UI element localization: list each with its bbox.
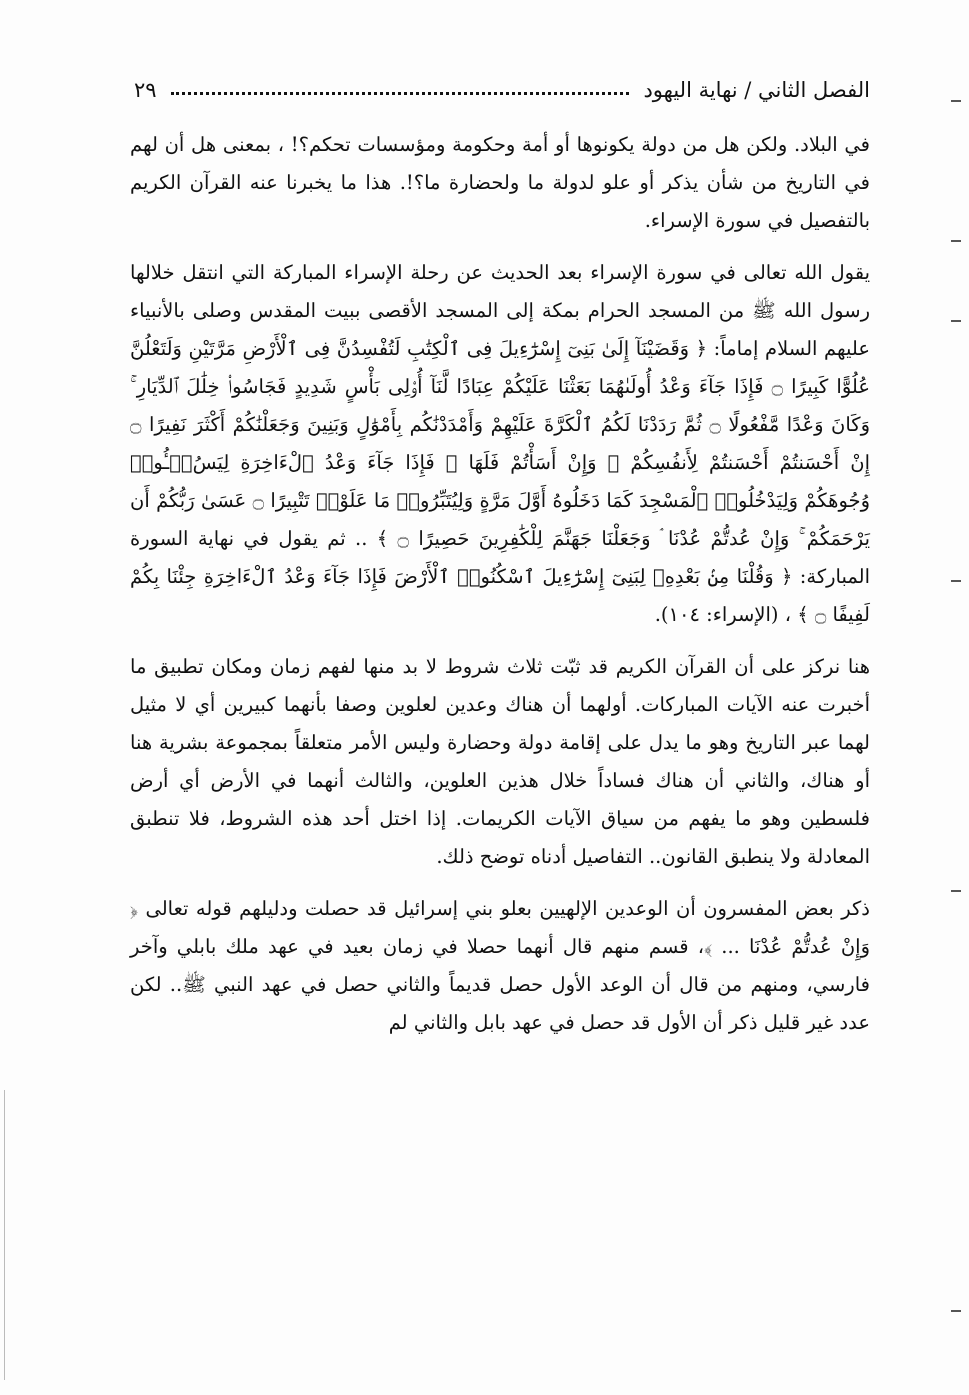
margin-mark [951, 320, 961, 322]
margin-mark [951, 240, 961, 242]
paragraph-1: في البلاد. ولكن هل من دولة يكونوها أو أمة وحكومة ومؤسسات تحكم؟! ، بمعنى هل أن لهم في التاريخ من شأن يذكر أو علو لدولة ما ولحضارة ما؟!. هذا ما يخبرنا عنه القرآن الكريم بالتفصيل في سورة الإسراء. [130, 133, 870, 232]
scan-edge-line [4, 1090, 5, 1380]
running-header [130, 70, 870, 110]
margin-mark [951, 100, 961, 102]
chapter-title: الفصل الثاني / نهاية اليهود [643, 78, 870, 102]
body-text [130, 126, 870, 1056]
margin-mark [951, 580, 961, 582]
paragraph-2: يقول الله تعالى في سورة الإسراء بعد الحديث عن رحلة الإسراء المباركة التي انتقل خلالها رسول الله ﷺ من المسجد الحرام بمكة إلى المسجد الأقصى ببيت المقدس وصلى بالأنبياء عليهم السلام إماماً: ﴿ وَقَضَيْنَآ إِلَىٰ بَنِىٓ إِسْرَٰٓءِيلَ فِى ٱلْكِتَٰبِ لَتُفْسِدُنَّ فِى ٱلْأَرْضِ مَرَّتَيْنِ وَلَتَعْلُنَّ عُلُوًّا كَبِيرًا ۝ فَإِذَا جَآءَ وَعْدُ أُولَىٰهُمَا بَعَثْنَا عَلَيْكُمْ عِبَادًا لَّنَآ أُو۟لِى بَأْسٍ شَدِيدٍ فَجَاسُوا۟ خِلَٰلَ ٱلدِّيَارِ ۚ وَكَانَ وَعْدًا مَّفْعُولًا ۝ ثُمَّ رَدَدْنَا لَكُمُ ٱلْكَرَّةَ عَلَيْهِمْ وَأَمْدَدْنَٰكُم بِأَمْوَٰلٍ وَبَنِينَ وَجَعَلْنَٰكُمْ أَكْثَرَ نَفِيرًا ۝ إِنْ أَحْسَنتُمْ أَحْسَنتُمْ لِأَنفُسِكُمْ ۖ وَإِنْ أَسَأْتُمْ فَلَهَا ۚ فَإِذَا جَآءَ وَعْدُ ٱلْءَاخِرَةِ لِيَسُۥٓـُٔوا۟ وُجُوهَكُمْ وَلِيَدْخُلُوا۟ ٱلْمَسْجِدَ كَمَا دَخَلُوهُ أَوَّلَ مَرَّةٍ وَلِيُتَبِّرُوا۟ مَا عَلَوْا۟ تَتْبِيرًا ۝ عَسَىٰ رَبُّكُمْ أَن يَرْحَمَكُمْ ۚ وَإِنْ عُدتُّمْ عُدْنَا ۘ وَجَعَلْنَا جَهَنَّمَ لِلْكَٰفِرِينَ حَصِيرًا ۝ ﴾ .. ثم يقول في نهاية السورة المباركة: ﴿ وَقُلْنَا مِنۢ بَعْدِهِۦ لِبَنِىٓ إِسْرَٰٓءِيلَ ٱسْكُنُوا۟ ٱلْأَرْضَ فَإِذَا جَآءَ وَعْدُ ٱلْءَاخِرَةِ جِئْنَا بِكُمْ لَفِيفًا ۝ ﴾ ، (الإسراء: ١٠٤). [130, 261, 870, 626]
dotted-leader [171, 92, 630, 95]
paragraph-3: هنا نركز على أن القرآن الكريم قد ثبّت ثلاث شروط لا بد منها لفهم زمان ومكان تطبيق ما أخبرت عنه الآيات المباركات. أولهما أن هناك وعدين لعلوين وصفا بأنهما كبيرين أي لا مثيل لهما عبر التاريخ وهو ما يدل على إقامة دولة وحضارة وليس الأمر متعلقاً بمجموعة بشرية هنا أو هناك، والثاني أن هناك فساداً خلال هذين العلوين، والثالث أنهما في الأرض أي أرض فلسطين وهو ما يفهم من سياق الآيات الكريمات. إذا اختل أحد هذه الشروط، فلا تنطبق المعادلة ولا ينطبق القانون.. التفاصيل أدناه توضح ذلك. [130, 655, 870, 868]
paragraph-4: ذكر بعض المفسرون أن الوعدين الإلهيين بعلو بني إسرائيل قد حصلت ودليلهم قوله تعالى ﴿ وَإِنْ عُدتُّمْ عُدْنَا ... ﴾، قسم منهم قال أنهما حصلا في زمان بعيد في عهد ملك بابلي وآخر فارسي، ومنهم من قال أن الوعد الأول حصل قديماً والثاني حصل في عهد النبي ﷺ.. لكن عدد غير قليل ذكر أن الأول قد حصل في عهد بابل والثاني لم [130, 897, 870, 1034]
margin-mark [951, 1310, 961, 1312]
document-page [130, 60, 870, 1380]
page-number: ٢٩ [134, 78, 157, 102]
margin-mark [951, 890, 961, 892]
